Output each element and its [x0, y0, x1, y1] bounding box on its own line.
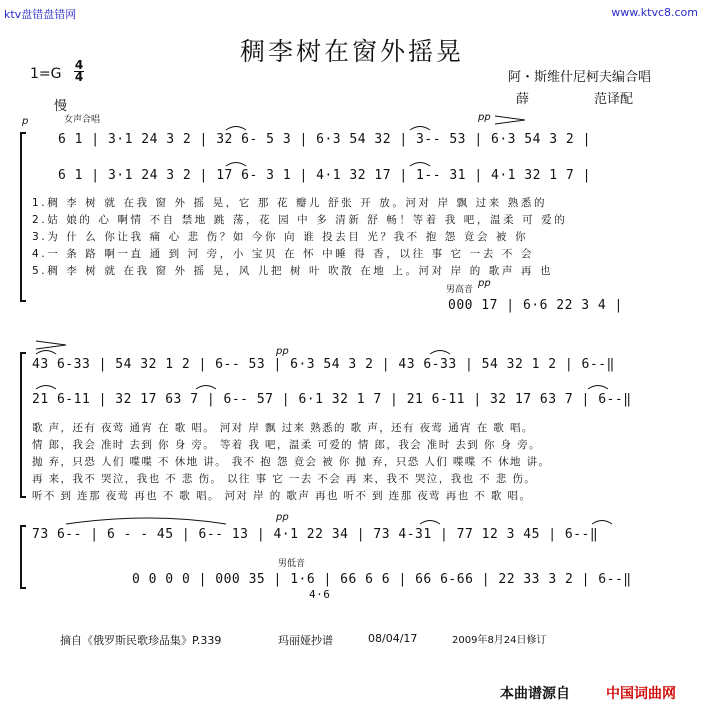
system1-pp: pp [478, 112, 491, 123]
system1-male-high: 000 17 | 6·6 22 3 4 | [448, 298, 623, 313]
system2-alto: 21 6-11 | 32 17 63 7 | 6-- 57 | 6·1 32 1 7 | 21 6-11 | 32 17 63 7 | 6--‖ [32, 392, 632, 407]
scribe-date: 08/04/17 [368, 632, 418, 645]
slur [36, 386, 56, 390]
slur [420, 521, 440, 525]
site-url-right: www.ktvc8.com [611, 6, 698, 19]
slur [410, 163, 430, 167]
translator-name: 薛 [516, 92, 530, 107]
male-high-label: 男高音 [446, 285, 474, 295]
site-name-left: ktv盘错盘错网 [4, 8, 77, 21]
source-site-name[interactable]: 中国词曲网 [606, 686, 676, 702]
hairpin [495, 116, 525, 124]
dynamic-p: p [22, 116, 29, 127]
source-site-prefix: 本曲谱源自 [500, 686, 570, 702]
system2-pp: pp [276, 346, 289, 357]
tempo-marking: 慢 [54, 99, 68, 114]
key-signature: 1=G [30, 66, 62, 82]
male-low-label: 男低音 [278, 559, 306, 569]
system1-alto: 6 1 | 3·1 24 3 2 | 17 6- 3 1 | 4·1 32 17 | 1-- 31 | 4·1 32 1 7 | [58, 168, 591, 183]
slur [66, 518, 226, 524]
system3-male-low: 0 0 0 0 | 000 35 | 1·6 | 66 6 6 | 66 6-66 | 22 33 3 2 | 6--‖ [132, 572, 632, 587]
slur [36, 351, 56, 355]
voice-intro: 女声合唱 [64, 115, 101, 125]
system1-lyric-5: 5.稠 李 树 就 在我 窗 外 摇 晃，风 儿把 树 叶 吹散 在地 上。河对 岸 的 歌声 再 也 [32, 265, 554, 277]
system2-lyric-3: 抛 弃，只恐 人们 喋喋 不 休地 讲。 我不 抱 怨 竟会 被 你 抛 弃，只恐 人们 喋喋 不 休地 讲。 [32, 456, 551, 468]
hairpin [36, 341, 66, 349]
slur [588, 386, 608, 390]
system2-lyric-4: 再 来，我不 哭泣，我也 不 悲 伤。 以往 事 它 一去 不会 再 来，我不 哭泣，我也 不 悲 伤。 [32, 473, 537, 485]
slur [410, 127, 430, 131]
system1-lyric-3: 3.为 什 么 你让我 痛 心 悲 伤？如 今你 向 谁 投去目 光？我不 抱 怨 竟会 被 你 [32, 231, 529, 243]
system3-soprano: 73 6-- | 6 - - 45 | 6-- 13 | 4·1 22 34 | 73 4-31 | 77 12 3 45 | 6--‖ [32, 527, 599, 542]
slur [592, 521, 612, 525]
slur [226, 163, 246, 167]
time-bottom: 4 [74, 70, 84, 84]
slur [430, 351, 450, 355]
slur [226, 127, 246, 131]
system2-lyric-2: 情 郎，我会 准时 去到 你 身 旁。 等着 我 吧，温柔 可爱的 情 郎，我会 准时 去到 你 身 旁。 [32, 439, 541, 451]
system3-chord-low: 4·6 [309, 588, 331, 601]
revision-date: 2009年8月24日修订 [452, 635, 547, 646]
arranger-credit: 阿・斯维什尼柯夫编合唱 [508, 70, 652, 85]
scribe-credit: 玛丽娅抄谱 [278, 634, 333, 647]
male-high-pp: pp [478, 278, 491, 289]
system2-lyric-5: 听不 到 连那 夜莺 再也 不 歌 唱。 河对 岸 的 歌声 再也 听不 到 连那 夜莺 再也 不 歌 唱。 [32, 490, 532, 502]
source-book: 摘自《俄罗斯民歌珍品集》P.339 [60, 634, 222, 647]
system1-lyric-4: 4.一 条 路 啊一直 通 到 河 旁，小 宝贝 在 怀 中睡 得 香，以往 事 它 一去 不 会 [32, 248, 534, 260]
translator-credit: 范译配 [594, 92, 634, 107]
time-top: 4 [74, 58, 84, 72]
system3-pp: pp [276, 512, 289, 523]
slur [196, 386, 216, 390]
song-title: 稠李树在窗外摇晃 [239, 37, 464, 66]
system2-lyric-1: 歌 声，还有 夜莺 通宵 在 歌 唱。 河对 岸 飘 过来 熟悉的 歌 声，还有 夜莺 通宵 在 歌 唱。 [32, 422, 534, 434]
system1-lyric-1: 1.稠 李 树 就 在我 窗 外 摇 晃，它 那 花 瓣儿 舒张 开 放。河对 岸 飘 过来 熟悉的 [32, 197, 548, 209]
system1-lyric-2: 2.姑 娘的 心 啊情 不自 禁地 跳 荡，花 园 中 多 清新 舒 畅！等着 我 吧，温柔 可 爱的 [32, 214, 568, 226]
system1-soprano: 6 1 | 3·1 24 3 2 | 32 6- 5 3 | 6·3 54 32 | 3-- 53 | 6·3 54 3 2 | [58, 132, 591, 147]
system2-soprano: 43 6-33 | 54 32 1 2 | 6-- 53 | 6·3 54 3 2 | 43 6-33 | 54 32 1 2 | 6--‖ [32, 357, 615, 372]
